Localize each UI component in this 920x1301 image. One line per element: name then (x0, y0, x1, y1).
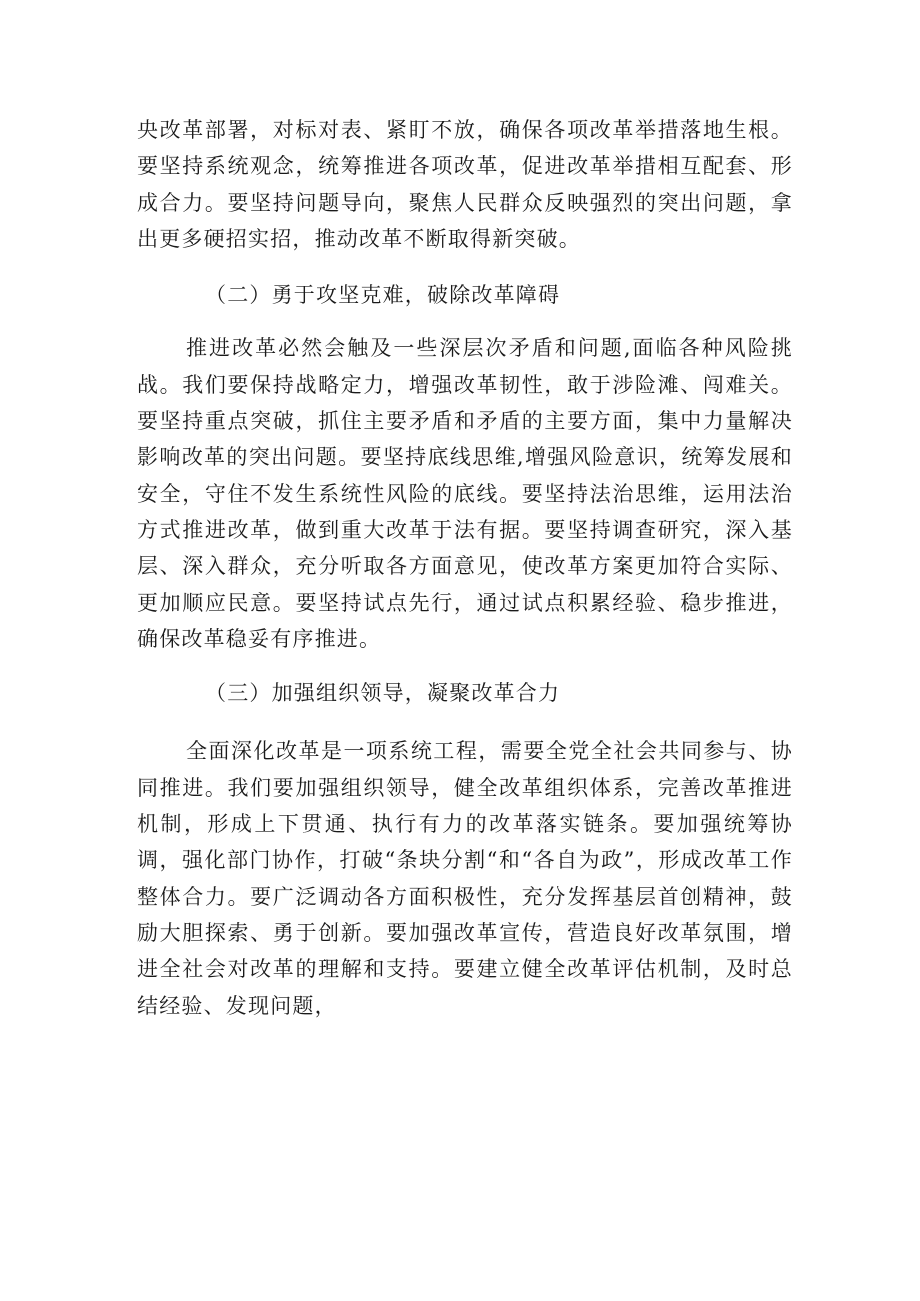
paragraph-continuation: 央改革部署，对标对表、紧盯不放，确保各项改革举措落地生根。要坚持系统观念，统筹推进各项改革，促进改革举措相互配套、形成合力。要坚持问题导向，聚焦人民群众反映强烈的突出问题，拿出更多硬招实招，推动改革不断取得新突破。 (137, 118, 793, 251)
paragraph-section-3: 全面深化改革是一项系统工程，需要全党全社会共同参与、协同推进。我们要加强组织领导，健全改革组织体系，完善改革推进机制，形成上下贯通、执行有力的改革落实链条。要加强统筹协调，强化部门协作，打破“条块分割“和“各自为政”，形成改革工作整体合力。要广泛调动各方面积极性，充分发挥基层首创精神，鼓励大胆探索、勇于创新。要加强改革宣传，营造良好改革氛围，增进全社会对改革的理解和支持。要建立健全改革评估机制，及时总结经验、发现问题， (137, 739, 793, 1018)
paragraph-section-2: 推进改革必然会触及一些深层次矛盾和问题,面临各种风险挑战。我们要保持战略定力，增强改革韧性，敢于涉险滩、闯难关。要坚持重点突破，抓住主要矛盾和矛盾的主要方面，集中力量解决影响改革的突出问题。要坚持底线思维,增强风险意识，统筹发展和安全，守住不发生系统性风险的底线。要坚持法治思维，运用法治方式推进改革，做到重大改革于法有据。要坚持调查研究，深入基层、深入群众，充分听取各方面意见，使改革方案更加符合实际、更加顺应民意。要坚持试点先行，通过试点积累经验、稳步推进，确保改革稳妥有序推进。 (137, 336, 793, 651)
document-body (137, 112, 793, 1024)
section-heading-3: （三）加强组织领导，凝聚改革合力 (205, 681, 561, 706)
section-heading-2: （二）勇于攻坚克难，破除改革障碍 (205, 283, 561, 308)
